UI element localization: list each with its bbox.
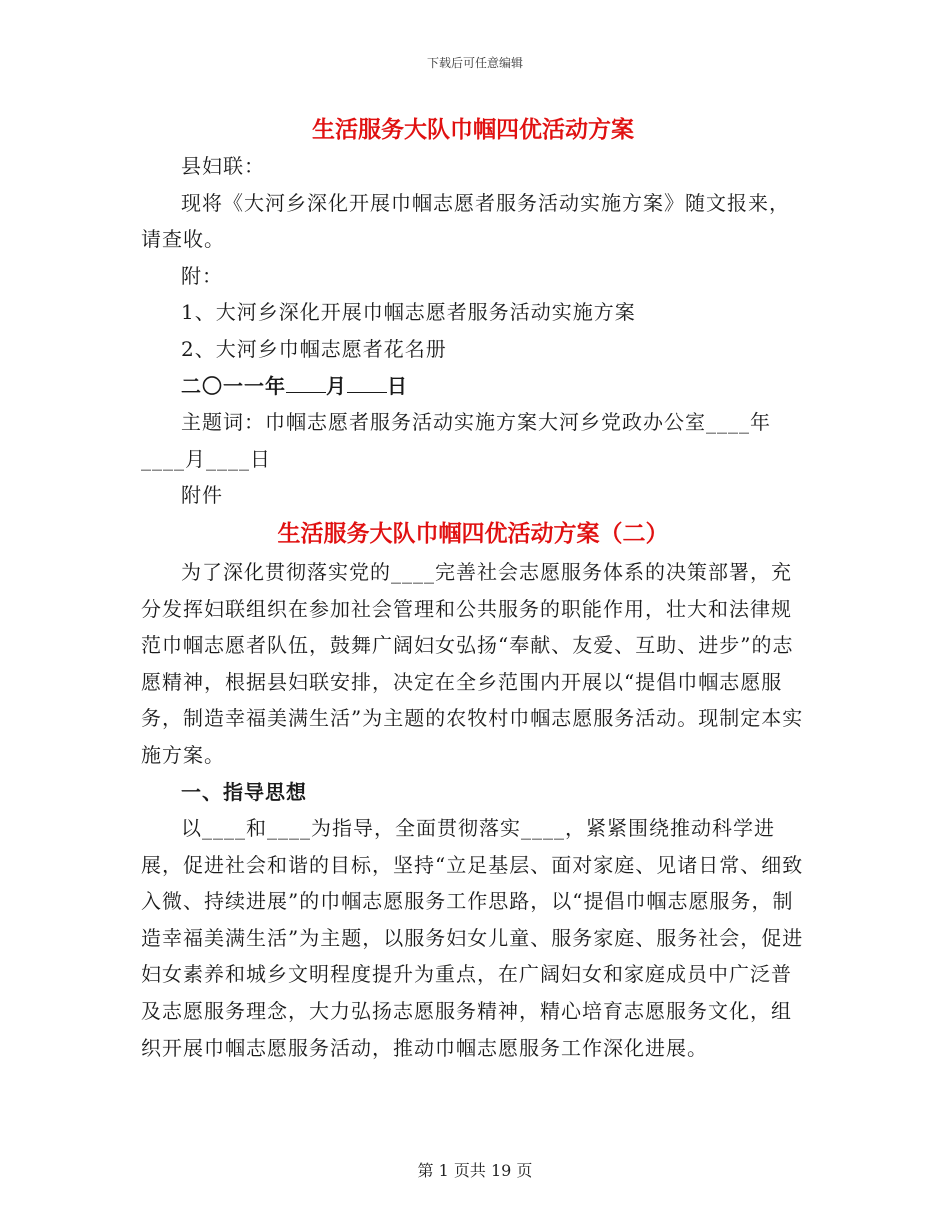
document-body xyxy=(141,112,805,1066)
paragraph-intro: 为了深化贯彻落实党的____完善社会志愿服务体系的决策部署，充分发挥妇联组织在参加社会管理和公共服务的职能作用，壮大和法律规范巾帼志愿者队伍，鼓舞广阔妇女弘扬“奉献、友爱、互助、进步”的志愿精神，根据县妇联安排，决定在全乡范围内开展以“提倡巾帼志愿服务，制造幸福美满生活”为主题的农牧村巾帼志愿服务活动。现制定本实施方案。 xyxy=(141,559,804,767)
date-month: 月 xyxy=(326,373,347,398)
header-note: 下载后可任意编辑 xyxy=(426,56,523,70)
attachment-item-2: 2、大河乡巾帼志愿者花名册 xyxy=(181,336,447,361)
page-footer: 第 1 页共 19 页 xyxy=(417,1161,533,1180)
document-title: 生活服务大队巾帼四优活动方案 xyxy=(312,117,634,143)
attachment-item-1: 1、大河乡深化开展巾帼志愿者服务活动实施方案 xyxy=(181,300,636,325)
section-heading-guiding-ideology: 一、指导思想 xyxy=(181,779,307,804)
attachment-word: 附件 xyxy=(181,483,223,508)
date-day: 日 xyxy=(387,373,408,398)
paragraph-submission: 现将《大河乡深化开展巾帼志愿者服务活动实施方案》随文报来，请查收。 xyxy=(141,190,790,252)
date-line xyxy=(141,368,805,405)
subject-line: 主题词：巾帼志愿者服务活动实施方案大河乡党政办公室____年____月____日 xyxy=(141,410,771,471)
document-title-2: 生活服务大队巾帼四优活动方案（二） xyxy=(277,520,669,547)
blank-month xyxy=(286,374,326,393)
paragraph-guiding-ideology: 以____和____为指导，全面贯彻落实____，紧紧围绕推动科学进展，促进社会和谐的目标，坚持“立足基层、面对家庭、见诸日常、细致入微、持续进展”的巾帼志愿服务工作思路，以“提倡巾帼志愿服务，制造幸福美满生活”为主题，以服务妇女儿童、服务家庭、服务社会，促进妇女素养和城乡文明程度提升为重点，在广阔妇女和家庭成员中广泛普及志愿服务理念，大力弘扬志愿服务精神，精心培育志愿服务文化，组织开展巾帼志愿服务活动，推动巾帼志愿服务工作深化进展。 xyxy=(141,816,804,1060)
salutation: 县妇联： xyxy=(181,154,265,178)
blank-day xyxy=(347,374,387,393)
date-year: 二〇一一年 xyxy=(181,373,286,398)
attachment-label: 附： xyxy=(181,263,223,288)
